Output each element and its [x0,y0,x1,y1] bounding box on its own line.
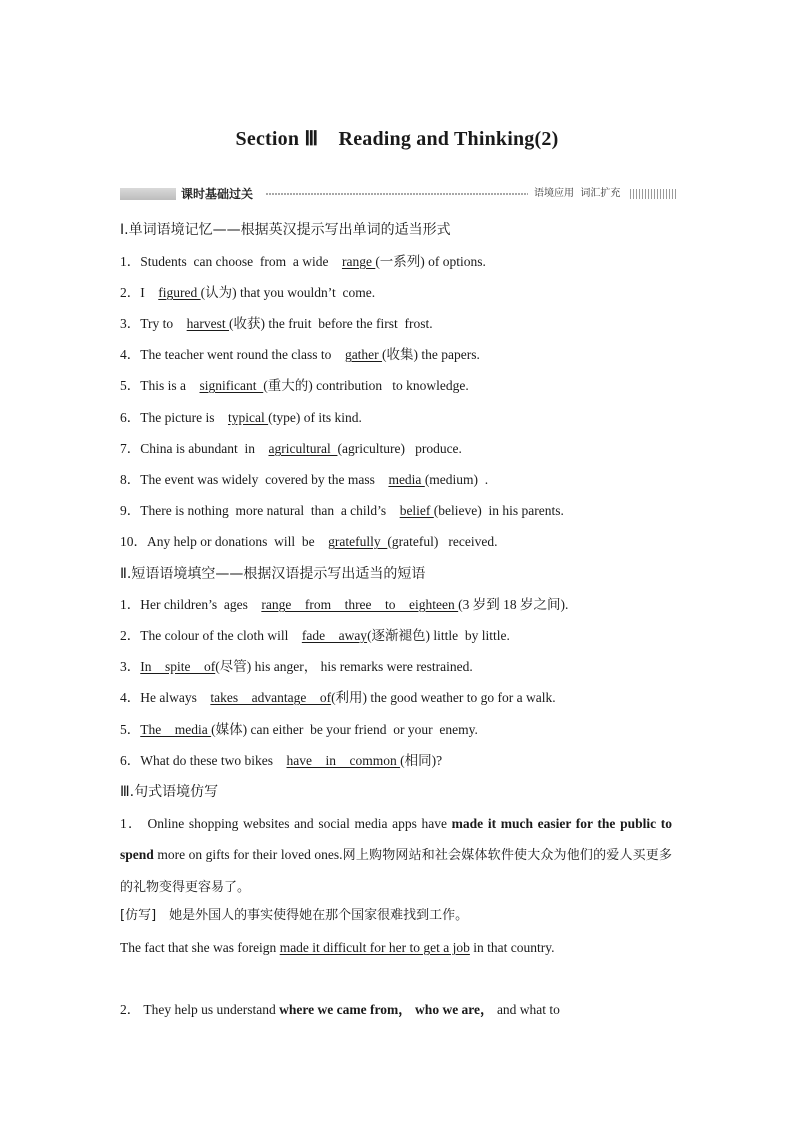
part3-item-1: 1． Online shopping websites and social media apps have made it much easier for the public to spend more on gifts for their loved ones.网上购物网站和社会媒体软件使大众为他们的爱人买更多的礼物变得更容易了。 [120,816,673,895]
answer-blank: typical [227,410,269,425]
answer-blank: range from three to eighteen [261,597,459,612]
imitation-answer: The fact that she was foreign made it difficult for her to get a job in that country. [120,940,555,955]
banner-left-label: 课时基础过关 [181,187,254,201]
part1-item: 1．Students can choose from a wide range (一系列) of options. [120,254,486,269]
part1-item: 7．China is abundant in agricultural (agriculture) produce. [120,441,462,456]
part1-item: 8．The event was widely covered by the mass media (medium) . [120,472,489,487]
part1-item: 5．This is a significant (重大的) contribution to knowledge. [120,378,469,393]
part3-heading: Ⅲ.句式语境仿写 [120,784,219,800]
part1-item: 4．The teacher went round the class to gather (收集) the papers. [120,347,480,362]
key-sentence-pattern: made it much easier for the public to spend [120,816,673,862]
section-banner [120,186,678,202]
answer-blank: media [388,472,425,487]
part1-item: 10．Any help or donations will be gratefully (grateful) received. [120,534,498,549]
banner-right-bar [630,189,678,199]
imitation-label: [仿写] [120,908,157,923]
part2-item: 5．The media (媒体) can either be your friend or your enemy. [120,722,478,737]
part1-item: 2．I figured (认为) that you wouldn’t come. [120,285,376,300]
part1-heading: Ⅰ.单词语境记忆——根据英汉提示写出单词的适当形式 [120,222,451,238]
answer-blank: have in common [286,753,401,768]
answer-blank: agricultural [268,441,338,456]
answer-blank: harvest [186,316,230,331]
part2-item: 6．What do these two bikes have in common (相同)? [120,753,443,768]
part2-heading: Ⅱ.短语语境填空——根据汉语提示写出适当的短语 [120,566,426,582]
banner-right-label: 语境应用 词汇扩充 [534,188,621,199]
banner-left-bar [120,188,176,200]
answer-blank: The media [140,722,212,737]
answer-blank: range [341,254,376,269]
part1-item: 3．Try to harvest (收获) the fruit before the first frost. [120,316,433,331]
imitation-prompt: [仿写] 她是外国人的事实使得她在那个国家很难找到工作。 [120,908,469,923]
part1-item: 9．There is nothing more natural than a child’s belief (believe) in his parents. [120,503,564,518]
answer-blank: gratefully [328,534,388,549]
part2-item: 4．He always takes advantage of(利用) the good weather to go for a walk. [120,690,556,705]
answer-blank: gather [344,347,383,362]
page-title: Section Ⅲ Reading and Thinking(2) [235,128,559,150]
answer-blank: figured [158,285,201,300]
key-sentence-pattern: where we came from， who we are， [279,1002,494,1017]
part2-item: 2．The colour of the cloth will fade away(逐渐褪色) little by little. [120,628,510,643]
answer-blank: made it difficult for her to get a job [279,940,470,955]
part3-item-2: 2． They help us understand where we came from， who we are， and what to [120,1002,560,1017]
answer-blank: significant [199,378,264,393]
answer-blank: In spite of [140,659,216,674]
banner-dotted-line [266,193,528,195]
part1-item: 6．The picture is typical (type) of its kind. [120,410,362,425]
part2-item: 3．In spite of(尽管) his anger， his remarks were restrained. [120,659,473,674]
answer-blank: belief [399,503,434,518]
chinese-translation: 网上购物网站和社会媒体软件使大众为他们的爱人买更多的礼物变得更容易了。 [120,848,672,895]
answer-blank: takes advantage of [210,690,332,705]
part2-item: 1．Her children’s ages range from three to eighteen (3 岁到 18 岁之间). [120,597,569,612]
answer-blank: fade away [301,628,368,643]
